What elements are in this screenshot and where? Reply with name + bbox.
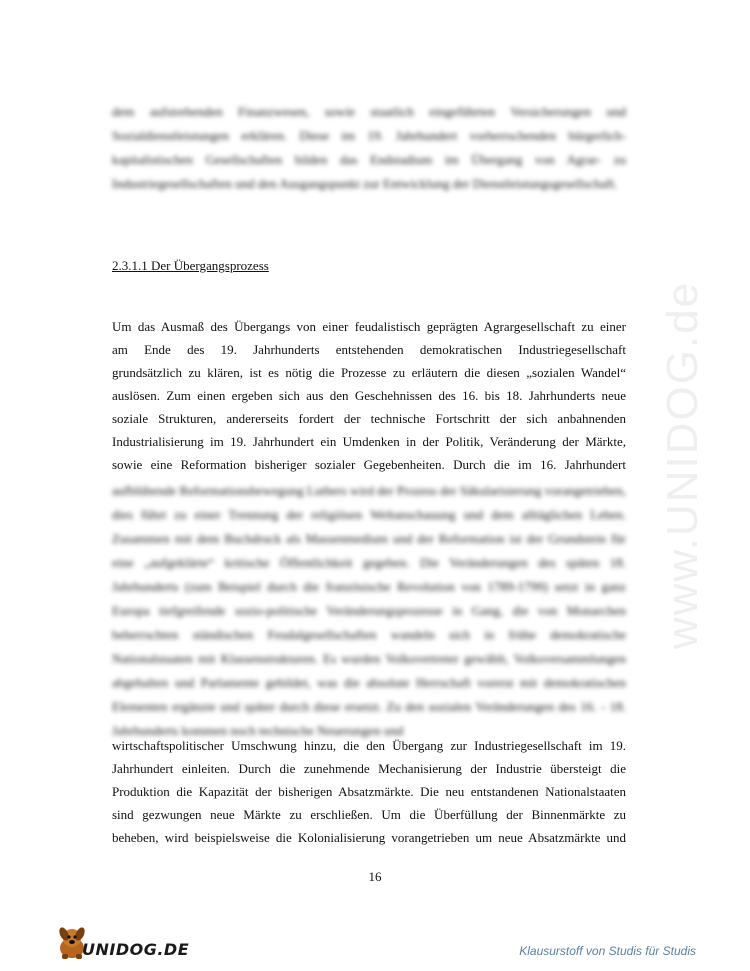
page-number: 16 xyxy=(368,869,382,884)
blurred-paragraph-middle: aufblühende Reformationsbewegung Luthers wird der Prozess der Säkularisierung vorangetrieben, dies führt zu einer Trennung der religiösen Weltanschauung und dem alltäglichen Leben. Zusammen mit dem Buchdruck als Massenmedium und der Reformation ist der Grundstein für eine „aufgeklärte“ kritische Öffentlichkeit gegeben. Die Veränderungen des späten 18. Jahrhunderts (zum Beispiel durch die französische Revolution von 1789-1799) setzt in ganz Europa tiefgreifende sozio-politische Veränderungsprozesse in Gang, die von Monarchen beherrschten ständischen Feudalgesellschaften wandeln sich in frühe demokratische Nationalstaaten mit Klassenstrukturen. Es wurden Volksvertreter gewählt, Volksversammlungen abgehalten und Parlamente gebildet, was die absolute Herrschaft vorerst mit demokratischen Elementen ergänzte und später durch diese ersetzt. Zu den sozialen Veränderungen des 16. - 18. Jahrhunderts kommen noch technische Neuerungen und xyxy=(112,483,626,738)
unidog-logo xyxy=(52,924,190,964)
text-line: soziale Strukturen, andererseits fordert der technische Fortschritt der sich anbahnenden xyxy=(112,411,626,426)
text-line: beheben, wird beispielsweise die Kolonialisierung vorangetrieben um neue Absatzmärkte und xyxy=(112,830,626,845)
paragraph-transition xyxy=(112,315,626,476)
section-heading: 2.3.1.1 Der Übergangsprozess xyxy=(112,258,269,273)
blurred-paragraph-top: dem aufstrebenden Finanzwesen, sowie staatlich eingeführten Versicherungen und Sozialdienstleistungen erklären. Diese im 19. Jahrhundert vorherrschenden bürgerlich-kapitalistischen Gesellschaften bilden das Endstadium im Übergang von Agrar- zu Industriegesellschaften und den Ausgangspunkt zur Entwicklung der Dienstleistungsgesellschaft. xyxy=(112,104,626,191)
paragraph-industrialization xyxy=(112,734,626,849)
text-line: am Ende des 19. Jahrhunderts entstehenden demokratischen Industriegesellschaft xyxy=(112,342,626,357)
watermark-text: www.UNIDOG.de xyxy=(658,280,707,650)
text-line: Produktion die Kapazität der bisherigen Absatzmärkte. Die neu entstandenen Nationalstaaten xyxy=(112,784,626,799)
text-line: grundsätzlich zu klären, ist es nötig die Prozesse zu erläutern die diesen „sozialen Wandel“ xyxy=(112,365,626,380)
text-line: sind gezwungen neue Märkte zu erschließen. Um die Überfüllung der Binnenmärkte zu xyxy=(112,807,626,822)
text-line: sowie eine Reformation bisheriger sozialer Gegebenheiten. Durch die im 16. Jahrhundert xyxy=(112,457,626,472)
logo-text: UNIDOG.DE xyxy=(82,940,190,959)
text-line: Industrialisierung im 19. Jahrhundert ein Umdenken in der Politik, Veränderung der Märkte, xyxy=(112,434,626,449)
text-line: auslösen. Zum einen ergeben sich aus den Geschehnissen des 16. bis 18. Jahrhunderts neue xyxy=(112,388,626,403)
text-line: Um das Ausmaß des Übergangs von einer feudalistisch geprägten Agrargesellschaft zu einer xyxy=(112,319,626,334)
text-line: wirtschaftspolitischer Umschwung hinzu, die den Übergang zur Industriegesellschaft im 19. xyxy=(112,738,626,753)
footer-tagline: Klausurstoff von Studis für Studis xyxy=(519,944,696,958)
text-line: Jahrhundert einleiten. Durch die zunehmende Mechanisierung der Industrie übersteigt die xyxy=(112,761,626,776)
